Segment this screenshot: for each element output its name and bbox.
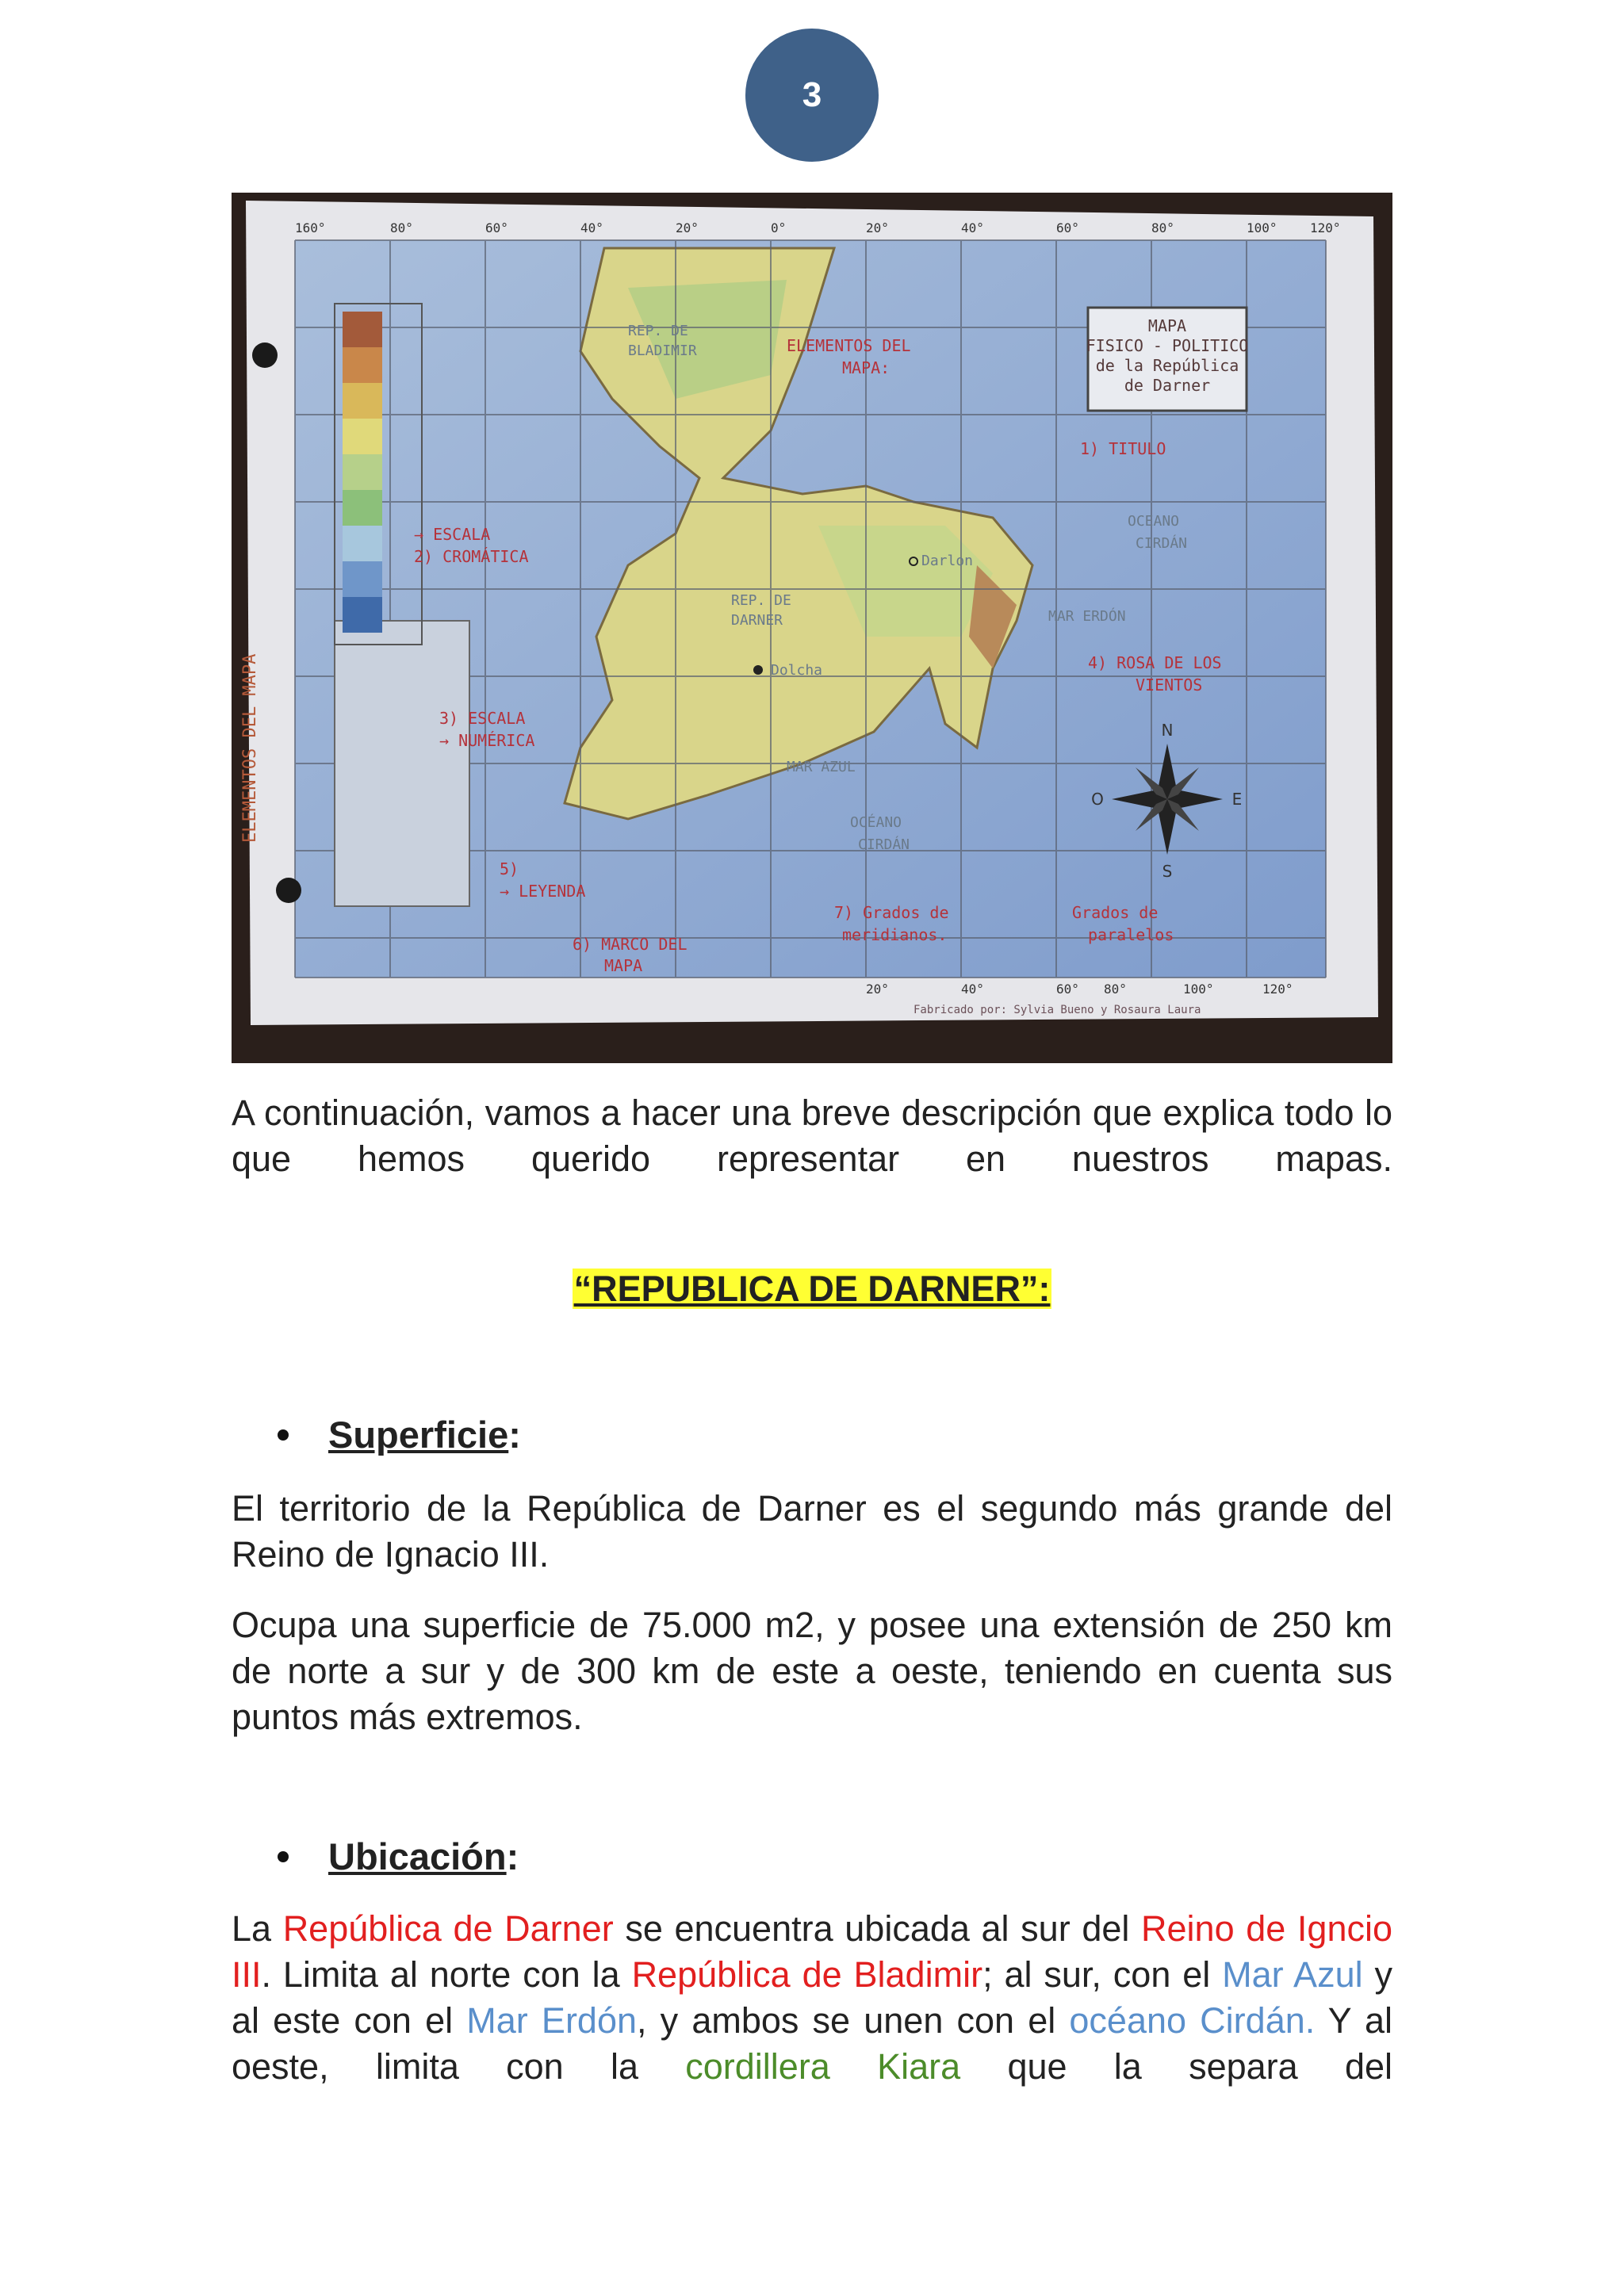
place-cordillera-kiara: cordillera Kiara bbox=[685, 2046, 961, 2087]
svg-text:OCÉANO: OCÉANO bbox=[850, 814, 902, 831]
bullet-icon bbox=[278, 1851, 289, 1862]
svg-text:60°: 60° bbox=[1056, 982, 1079, 997]
svg-text:REP. DE: REP. DE bbox=[731, 592, 791, 609]
svg-text:FISICO - POLITICO: FISICO - POLITICO bbox=[1086, 336, 1249, 355]
svg-text:MAPA:: MAPA: bbox=[842, 358, 891, 377]
svg-text:ELEMENTOS DEL: ELEMENTOS DEL bbox=[787, 336, 911, 355]
svg-text:CIRDÁN: CIRDÁN bbox=[858, 836, 910, 853]
svg-text:40°: 40° bbox=[961, 220, 984, 235]
svg-text:20°: 20° bbox=[866, 982, 889, 997]
ubicacion-paragraph bbox=[232, 1906, 1392, 2090]
svg-text:MAPA: MAPA bbox=[604, 956, 643, 975]
svg-text:OCEANO: OCEANO bbox=[1128, 513, 1180, 530]
section-title bbox=[232, 1269, 1392, 1310]
page-number: 3 bbox=[802, 75, 822, 114]
svg-text:E: E bbox=[1231, 790, 1243, 809]
svg-text:120°: 120° bbox=[1310, 220, 1341, 235]
section-title-text: “REPUBLICA DE DARNER”: bbox=[573, 1269, 1051, 1309]
svg-text:VIENTOS: VIENTOS bbox=[1136, 675, 1203, 695]
svg-text:MAR ERDÓN: MAR ERDÓN bbox=[1048, 608, 1126, 625]
svg-text:Grados de: Grados de bbox=[1072, 903, 1159, 922]
superficie-heading bbox=[278, 1413, 521, 1456]
svg-text:REP. DE: REP. DE bbox=[628, 323, 688, 339]
capital-dot-icon bbox=[753, 665, 763, 675]
svg-text:1) TITULO: 1) TITULO bbox=[1080, 439, 1166, 458]
svg-text:→ LEYENDA: → LEYENDA bbox=[500, 882, 586, 901]
svg-text:MAR AZUL: MAR AZUL bbox=[787, 759, 856, 775]
svg-text:120°: 120° bbox=[1262, 982, 1293, 997]
svg-text:MAPA: MAPA bbox=[1147, 316, 1187, 335]
page-number-badge bbox=[745, 29, 879, 162]
svg-text:20°: 20° bbox=[866, 220, 889, 235]
map-illustration bbox=[232, 193, 1392, 1063]
svg-text:Dolcha: Dolcha bbox=[771, 662, 823, 679]
svg-text:80°: 80° bbox=[1104, 982, 1127, 997]
text-run: que la separa del bbox=[960, 2046, 1393, 2087]
hand-drawn-map-photo bbox=[232, 193, 1392, 1063]
svg-text:de la República: de la República bbox=[1095, 356, 1239, 375]
svg-text:3) ESCALA: 3) ESCALA bbox=[439, 709, 526, 728]
text-run: , y ambos se unen con el bbox=[637, 2000, 1070, 2041]
svg-text:80°: 80° bbox=[1151, 220, 1174, 235]
superficie-paragraph-1: El territorio de la República de Darner es el segundo más grande del Reino de Ignacio III. bbox=[232, 1488, 1392, 1575]
text-run: La bbox=[232, 1908, 283, 1949]
svg-text:S: S bbox=[1162, 862, 1173, 881]
svg-text:O: O bbox=[1091, 790, 1104, 809]
svg-text:paralelos: paralelos bbox=[1088, 925, 1174, 944]
binder-hole-icon bbox=[276, 878, 301, 903]
binder-hole-icon bbox=[252, 342, 278, 368]
svg-text:40°: 40° bbox=[961, 982, 984, 997]
svg-text:80°: 80° bbox=[390, 220, 413, 235]
svg-text:160°: 160° bbox=[295, 220, 326, 235]
text-run: y al este con el bbox=[232, 1954, 1392, 2041]
superficie-heading-text: Superficie bbox=[328, 1414, 509, 1456]
svg-text:6) MARCO DEL: 6) MARCO DEL bbox=[573, 935, 688, 954]
superficie-heading-colon: : bbox=[508, 1414, 521, 1456]
ubicacion-heading bbox=[278, 1835, 519, 1878]
svg-text:N: N bbox=[1161, 721, 1174, 740]
svg-text:0°: 0° bbox=[771, 220, 787, 235]
map-side-label: ELEMENTOS DEL MAPA bbox=[240, 653, 260, 843]
place-republica-darner: República de Darner bbox=[282, 1908, 614, 1949]
ubicacion-heading-colon: : bbox=[506, 1835, 519, 1877]
svg-text:100°: 100° bbox=[1247, 220, 1277, 235]
place-mar-azul: Mar Azul bbox=[1222, 1954, 1363, 1995]
svg-text:meridianos.: meridianos. bbox=[842, 925, 948, 944]
svg-text:→ NUMÉRICA: → NUMÉRICA bbox=[439, 731, 535, 750]
place-republica-bladimir: República de Bladimir bbox=[631, 1954, 983, 1995]
ubicacion-heading-text: Ubicación bbox=[328, 1835, 507, 1877]
svg-text:DARNER: DARNER bbox=[731, 612, 783, 629]
svg-text:40°: 40° bbox=[580, 220, 603, 235]
svg-text:→ ESCALA: → ESCALA bbox=[414, 525, 491, 544]
text-run: Y al oeste, limita con la bbox=[232, 2000, 1392, 2087]
bullet-icon bbox=[278, 1429, 289, 1441]
svg-text:Darlon: Darlon bbox=[921, 553, 974, 569]
legend-panel bbox=[335, 621, 469, 906]
text-run: . Limita al norte con la bbox=[261, 1954, 632, 1995]
svg-text:4) ROSA DE LOS: 4) ROSA DE LOS bbox=[1088, 653, 1222, 672]
place-reino-igncio: Reino de Igncio III bbox=[232, 1908, 1392, 1995]
svg-text:60°: 60° bbox=[485, 220, 508, 235]
svg-text:5): 5) bbox=[500, 859, 519, 878]
superficie-paragraph-2: Ocupa una superficie de 75.000 m2, y posee una extensión de 250 km de norte a sur y de 300 km de este a oeste, teniendo en cuenta sus puntos más extremos. bbox=[232, 1605, 1392, 1737]
svg-text:7) Grados de: 7) Grados de bbox=[834, 903, 949, 922]
svg-text:100°: 100° bbox=[1183, 982, 1214, 997]
svg-text:2) CROMÁTICA: 2) CROMÁTICA bbox=[414, 547, 529, 566]
svg-text:BLADIMIR: BLADIMIR bbox=[628, 342, 697, 359]
intro-paragraph: A continuación, vamos a hacer una breve descripción que explica todo lo que hemos querido representar en nuestros mapas. bbox=[232, 1093, 1392, 1179]
svg-text:20°: 20° bbox=[676, 220, 699, 235]
svg-text:de Darner: de Darner bbox=[1124, 376, 1211, 395]
svg-text:60°: 60° bbox=[1056, 220, 1079, 235]
place-oceano-cirdan: océano Cirdán. bbox=[1069, 2000, 1316, 2041]
map-credit: Fabricado por: Sylvia Bueno y Rosaura Laura bbox=[914, 1004, 1201, 1016]
text-run: se encuentra ubicada al sur del bbox=[613, 1908, 1142, 1949]
text-run: ; al sur, con el bbox=[982, 1954, 1223, 1995]
svg-text:CIRDÁN: CIRDÁN bbox=[1136, 535, 1188, 552]
place-mar-erdon: Mar Erdón bbox=[466, 2000, 638, 2041]
